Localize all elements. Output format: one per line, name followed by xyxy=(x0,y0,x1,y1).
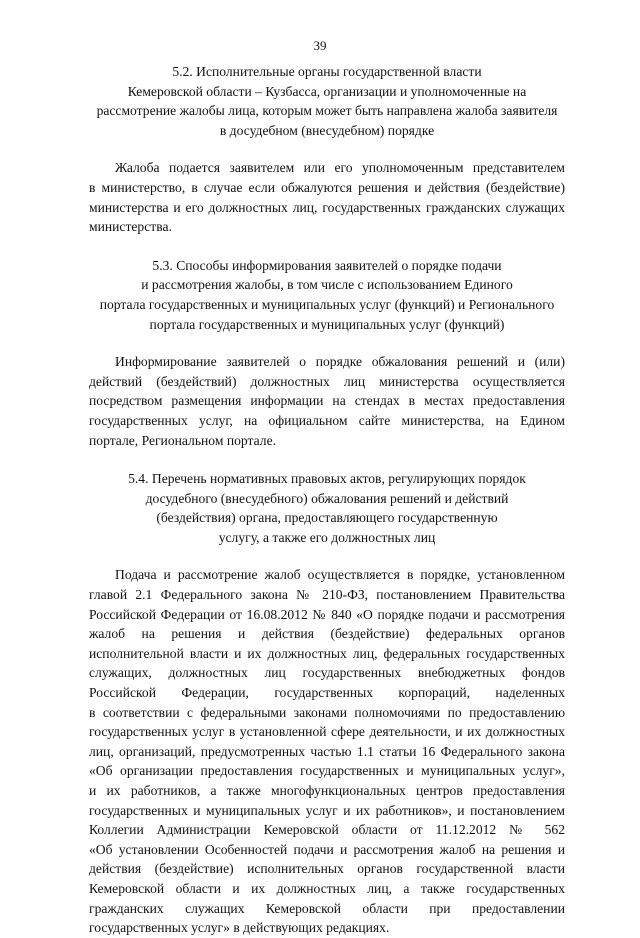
heading-line: 5.4. Перечень нормативных правовых актов, регулирующих порядок xyxy=(128,471,526,487)
paragraph-line: Кемеровской области и их должностных лиц, а также государственных xyxy=(89,880,565,896)
paragraph-line: Российской Федерации, государственных корпораций, наделенных xyxy=(89,685,565,701)
paragraph-line: служащих, должностных лиц государственных внебюджетных фондов xyxy=(89,665,565,681)
paragraph-line: исполнительной власти и их должностных лиц, федеральных государственных xyxy=(89,645,565,661)
section-heading-5-2 xyxy=(89,62,565,140)
section-heading-5-3 xyxy=(89,256,565,334)
document-body xyxy=(89,62,565,938)
paragraph-line: государственных услуг» в действующих редакциях. xyxy=(89,920,390,936)
heading-line: услугу, а также его должностных лиц xyxy=(218,529,436,545)
heading-line: и рассмотрения жалобы, в том числе с использованием Единого xyxy=(141,277,513,293)
paragraph-line: действий (бездействий) должностных лиц министерства осуществляется xyxy=(89,373,565,389)
paragraph-line: министерства и его должностных лиц, государственных гражданских служащих xyxy=(89,199,565,215)
paragraph-line: государственных услуг, на официальном сайте министерства, на Едином xyxy=(89,412,565,428)
paragraph-line: Информирование заявителей о порядке обжалования решений и (или) xyxy=(115,354,565,370)
heading-line: 5.3. Способы информирования заявителей о порядке подачи xyxy=(152,257,502,273)
heading-line: портала государственных и муниципальных услуг (функций) и Регионального xyxy=(99,296,555,312)
heading-line: (бездействия) органа, предоставляющего государственную xyxy=(156,510,498,526)
paragraph-line: «Об организации предоставления государственных и муниципальных услуг», xyxy=(89,763,565,779)
heading-line: Кемеровской области – Кузбасса, организации и уполномоченные на xyxy=(127,83,527,99)
paragraph-line: Жалоба подается заявителем или его уполномоченным представителем xyxy=(115,160,565,176)
section-heading-5-4 xyxy=(89,469,565,547)
section-paragraph-5-2 xyxy=(89,158,565,236)
paragraph-line: Российской Федерации от 16.08.2012 № 840 «О порядке подачи и рассмотрения xyxy=(89,606,565,622)
paragraph-line: государственных и муниципальных услуг и их работников», и постановлением xyxy=(89,802,565,818)
paragraph-line: посредством размещения информации на стендах в местах предоставления xyxy=(89,393,565,409)
heading-line: портала государственных и муниципальных услуг (функций) xyxy=(149,316,505,332)
paragraph-line: Коллегии Администрации Кемеровской области от 11.12.2012 № 562 xyxy=(89,822,565,838)
heading-line: рассмотрение жалобы лица, которым может быть направлена жалоба заявителя xyxy=(96,103,558,119)
paragraph-line: жалоб на решения и действия (бездействие) федеральных органов xyxy=(89,626,565,642)
paragraph-line: министерства. xyxy=(89,219,172,235)
page-number: 39 xyxy=(313,38,327,53)
paragraph-line: лиц, организаций, предусмотренных частью 1.1 статьи 16 Федерального закона xyxy=(89,743,565,759)
paragraph-line: действия (бездействие) исполнительных органов государственной власти xyxy=(89,861,565,877)
paragraph-line: портале, Региональном портале. xyxy=(89,432,277,448)
paragraph-line: государственных услуг в установленной сфере деятельности, и их должностных xyxy=(89,724,565,740)
paragraph-line: «Об установлении Особенностей подачи и рассмотрения жалоб на решения и xyxy=(89,841,565,857)
heading-line: 5.2. Исполнительные органы государственной власти xyxy=(172,64,482,79)
paragraph-line: Подача и рассмотрение жалоб осуществляется в порядке, установленном xyxy=(115,567,565,583)
paragraph-line: в соответствии с федеральными законами полномочиями по предоставлению xyxy=(89,704,565,720)
paragraph-line: и их работников, а также многофункциональных центров предоставления xyxy=(89,783,565,798)
heading-line: досудебного (внесудебного) обжалования решений и действий xyxy=(145,490,509,506)
section-paragraph-5-4 xyxy=(89,565,565,937)
paragraph-line: в министерство, в случае если обжалуются решения и действия (бездействие) xyxy=(89,179,565,195)
heading-line: в досудебном (внесудебном) порядке xyxy=(219,122,435,138)
section-paragraph-5-3 xyxy=(89,352,565,450)
paragraph-line: главой 2.1 Федерального закона № 210-ФЗ, постановлением Правительства xyxy=(89,587,565,603)
paragraph-line: гражданских служащих Кемеровской области при предоставлении xyxy=(89,900,565,916)
